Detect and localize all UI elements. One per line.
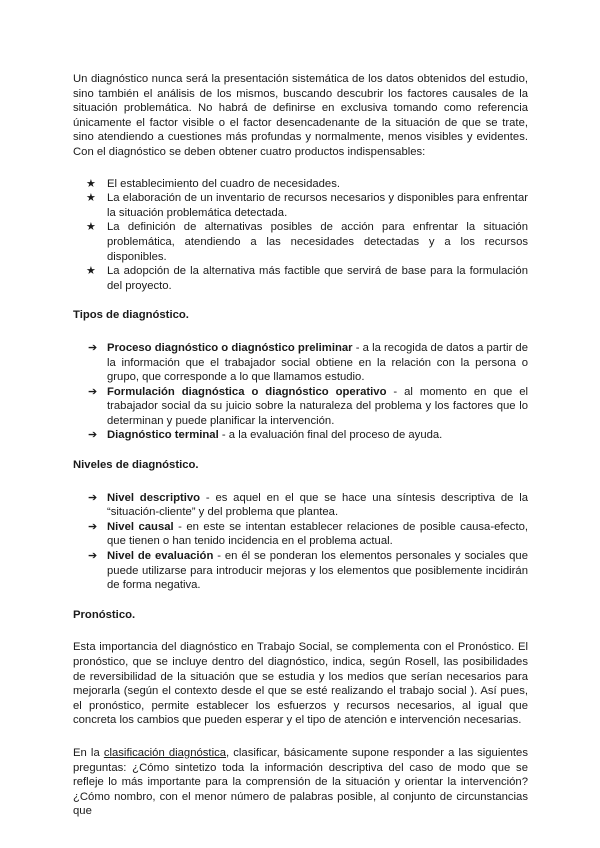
list-item-text: El establecimiento del cuadro de necesidades. — [107, 177, 340, 190]
list-item — [73, 520, 528, 549]
niveles-list — [73, 488, 528, 593]
term: Nivel descriptivo — [107, 491, 201, 504]
term: Formulación diagnóstica o diagnóstico operativo — [107, 385, 387, 398]
list-item-text: La definición de alternativas posibles de acción para enfrentar la situación problemática, atendiendo a las necesidades detectadas y a los recursos disponibles. — [107, 221, 528, 263]
arrow-icon: ➔ — [88, 341, 98, 354]
niveles-heading: Niveles de diagnóstico. — [73, 459, 199, 472]
list-item — [73, 385, 528, 429]
arrow-icon: ➔ — [88, 520, 98, 533]
pronostico-heading: Pronóstico. — [73, 608, 136, 621]
star-icon: ★ — [86, 192, 96, 205]
list-item — [73, 341, 528, 385]
list-item — [73, 220, 528, 264]
list-item — [73, 264, 528, 293]
list-item — [73, 191, 528, 220]
arrow-icon: ➔ — [88, 491, 98, 504]
list-item — [73, 428, 528, 443]
star-icon: ★ — [86, 177, 96, 190]
desc: - en él se ponderan los elementos personales y sociales que puede utilizarse para introducir mejoras y los elementos que posiblemente incidirán de forma negativa. — [107, 550, 528, 592]
desc: - al momento en que el trabajador social da su juicio sobre la naturaleza del problema y los factores que lo determinan y puede planificar la intervención. — [107, 385, 528, 427]
term: Proceso diagnóstico o diagnóstico preliminar — [107, 341, 353, 354]
arrow-icon: ➔ — [88, 385, 98, 398]
term: Nivel causal — [107, 520, 174, 533]
tipos-list — [73, 338, 528, 443]
intro-paragraph: Un diagnóstico nunca será la presentación sistemática de los datos obtenidos del estudio, sino también el análisis de los mismos, buscando descubrir los factores causales de la situación problemática. No habrá de definirse en exclusiva tomando como referencia únicamente el factor visible o el factor desencadenante de la situación de que se trate, sino atendiendo a cuestiones más profundas y normalmente, menos visibles y evidentes. Con el diagnóstico se deben obtener cuatro productos indispensables: — [73, 73, 528, 158]
pronostico-paragraph: Esta importancia del diagnóstico en Trabajo Social, se complementa con el Pronóstico. El pronóstico, que se incluye dentro del diagnóstico, indica, según Rosell, las posibilidades de reversibilidad de la situación que se estudia y los medios que serían necesarios para mejorarla (según el contexto desde el que se esté realizando el trabajo social ). Así pues, el pronóstico, permite establecer los esfuerzos y recursos necesarios, al igual que concreta los cambios que pueden esperar y el tipo de atención e intervención necesarias. — [73, 641, 528, 727]
star-icon: ★ — [86, 265, 96, 278]
list-item-text: La adopción de la alternativa más factible que servirá de base para la formulación del proyecto. — [107, 265, 528, 292]
desc: - a la recogida de datos a partir de la información que el trabajador social obtiene en la relación con la persona o grupo, que corresponde a lo que llamamos estudio. — [107, 341, 528, 384]
term: Diagnóstico terminal — [107, 429, 219, 442]
list-item — [73, 177, 528, 192]
star-icon: ★ — [86, 221, 96, 234]
list-item — [73, 491, 528, 520]
products-list — [73, 175, 528, 294]
list-item — [73, 549, 528, 593]
clasificacion-link[interactable]: clasificación diagnóstica — [103, 746, 227, 759]
desc: - en este se intentan establecer relaciones de posible causa-efecto, que tienen o han tenido incidencia en el problema actual. — [107, 520, 529, 548]
list-item-text: La elaboración de un inventario de recursos necesarios y disponibles para enfrentar la situación problemática detectada. — [107, 192, 528, 219]
tipos-heading: Tipos de diagnóstico. — [73, 309, 189, 322]
clasificacion-rest: , clasificar, básicamente supone responder a las siguientes preguntas: ¿Cómo sintetizo toda la información descriptiva del caso de modo que se refleje lo más importante para la comprensión de la situación y orientar la intervención? ¿Cómo nombro, con el menor número de palabras posible, al conjunto de circunstancias que — [73, 746, 528, 818]
clasificacion-paragraph — [73, 743, 528, 819]
desc: - es aquel en el que se hace una síntesis descriptiva de la “situación-cliente” y del problema que plantea. — [107, 491, 528, 519]
desc: - a la evaluación final del proceso de ayuda. — [218, 429, 443, 442]
arrow-icon: ➔ — [88, 429, 98, 442]
document-page — [73, 72, 528, 819]
clasificacion-prefix: En la — [73, 746, 104, 759]
arrow-icon: ➔ — [88, 550, 98, 563]
term: Nivel de evaluación — [107, 550, 214, 563]
